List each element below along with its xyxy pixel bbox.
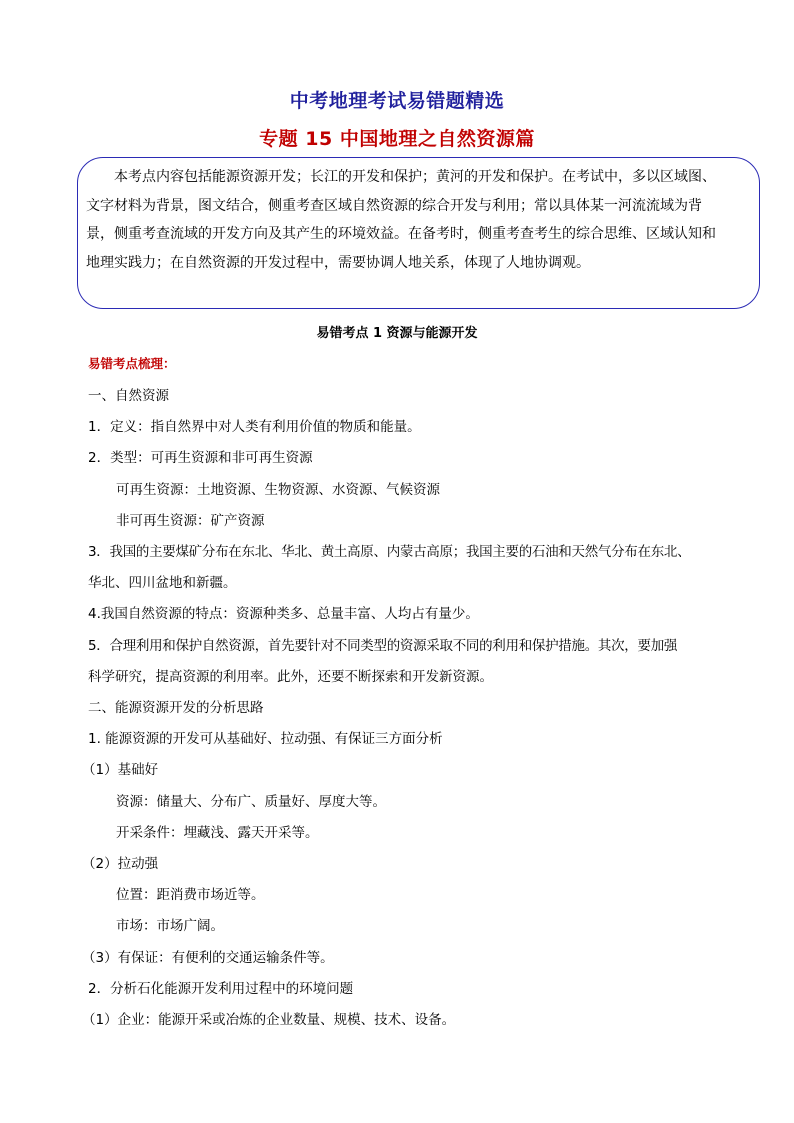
body-line: 资源：储量大、分布广、质量好、厚度大等。: [116, 794, 386, 810]
review-label: 易错考点梳理：: [88, 356, 176, 371]
body-line: 4.我国自然资源的特点：资源种类多、总量丰富、人均占有量少。: [88, 606, 479, 622]
body-line: 市场：市场广阔。: [116, 918, 224, 934]
intro-paragraph: 本考点内容包括能源资源开发；长江的开发和保护；黄河的开发和保护。在考试中，多以区域图、文字材料为背景，图文结合，侧重考查区域自然资源的综合开发与利用；常以具体某一河流流域为背景，侧重考查流域的开发方向及其产生的环境效益。在备考时，侧重考查考生的综合思维、区域认知和地理实践力；在自然资源的开发过程中，需要协调人地关系，体现了人地协调观。: [86, 169, 716, 271]
body-line: 位置：距消费市场近等。: [116, 887, 265, 903]
body-line: 3．我国的主要煤矿分布在东北、华北、黄土高原、内蒙古高原；我国主要的石油和天然气分布在东北、: [88, 544, 691, 560]
body-line: 可再生资源：土地资源、生物资源、水资源、气候资源: [116, 482, 440, 498]
body-line: （1）基础好: [82, 762, 159, 778]
body-line: 1．定义：指自然界中对人类有利用价值的物质和能量。: [88, 419, 421, 435]
section-heading: 易错考点 1 资源与能源开发: [316, 326, 478, 341]
body-line: 二、能源资源开发的分析思路: [88, 700, 264, 716]
body-line: 一、自然资源: [88, 388, 169, 404]
body-line: 5．合理利用和保护自然资源，首先要针对不同类型的资源采取不同的利用和保护措施。其次，要加强: [88, 638, 678, 654]
page-title: 中考地理考试易错题精选: [289, 90, 505, 112]
body-line: 开采条件：埋藏浅、露天开采等。: [116, 825, 319, 841]
body-line: （2）拉动强: [82, 856, 159, 872]
body-line: 1. 能源资源的开发可从基础好、拉动强、有保证三方面分析: [88, 731, 443, 747]
body-line: 2．类型：可再生资源和非可再生资源: [88, 450, 313, 466]
body-line: （1）企业：能源开采或冶炼的企业数量、规模、技术、设备。: [82, 1012, 456, 1028]
body-line: 2．分析石化能源开发利用过程中的环境问题: [88, 981, 354, 997]
body-line: 非可再生资源：矿产资源: [116, 513, 265, 529]
body-line: （3）有保证：有便利的交通运输条件等。: [82, 950, 334, 966]
page-subtitle: 专题 15 中国地理之自然资源篇: [259, 128, 535, 150]
body-line: 华北、四川盆地和新疆。: [88, 575, 237, 591]
body-line: 科学研究，提高资源的利用率。此外，还要不断探索和开发新资源。: [88, 669, 493, 685]
